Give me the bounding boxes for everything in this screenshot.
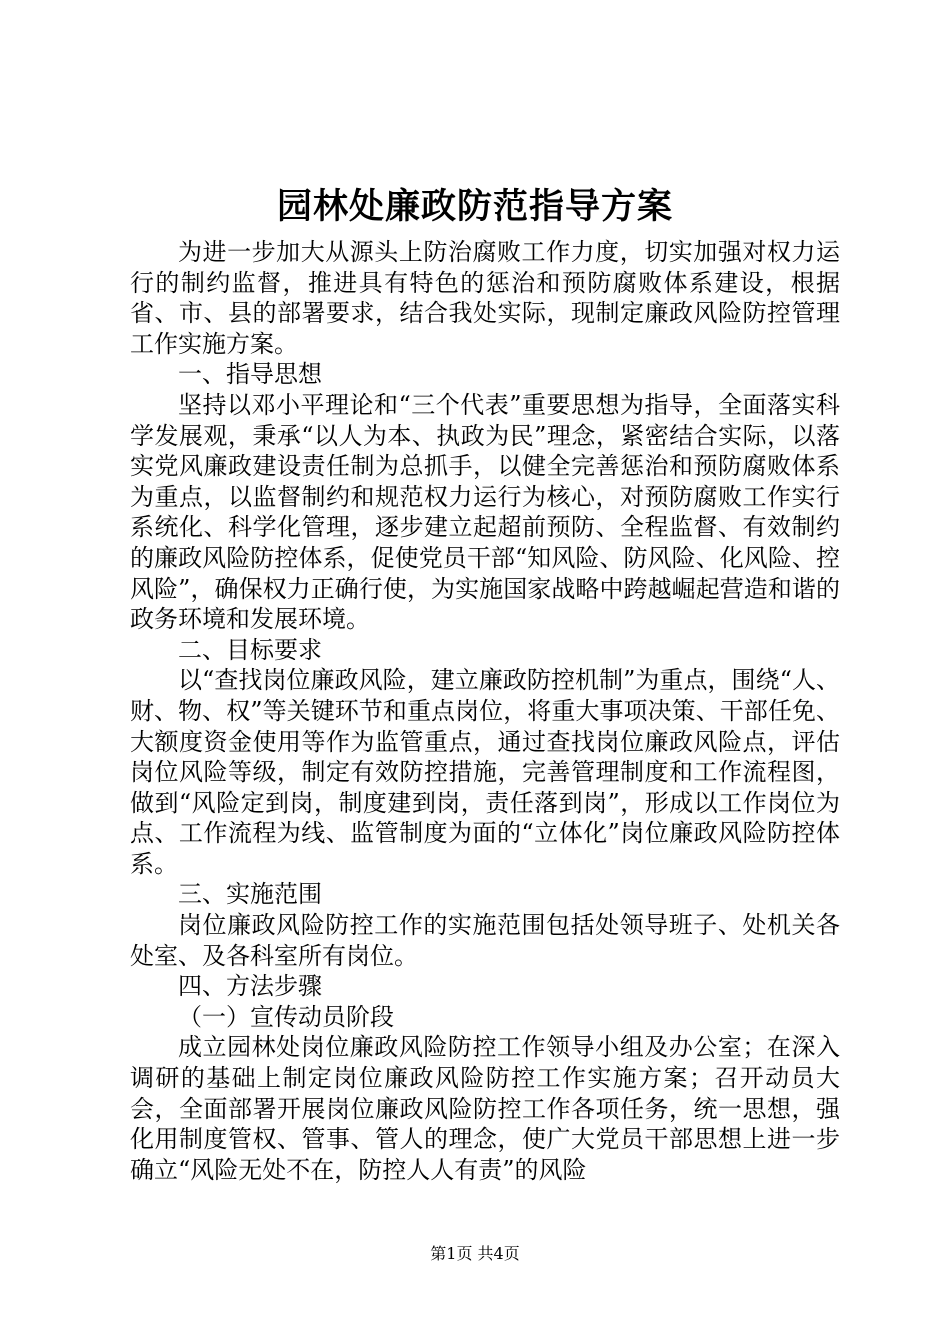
heading-goals: 二、目标要求 bbox=[178, 635, 322, 664]
heading-scope: 三、实施范围 bbox=[178, 880, 322, 909]
paragraph-mobilization: 成立园林处岗位廉政风险防控工作领导小组及办公室；在深入调研的基础上制定岗位廉政风险防控工作实施方案；召开动员大会，全面部署开展岗位廉政风险防控工作各项任务，统一思想，强化用制度管权、管事、管人的理念，使广大党员干部思想上进一步确立“风险无处不在，防控人人有责”的风险 bbox=[130, 1033, 840, 1184]
heading-guiding-ideology: 一、指导思想 bbox=[178, 360, 322, 389]
document-title: 园林处廉政防范指导方案 bbox=[276, 186, 673, 227]
document-body bbox=[130, 237, 840, 1185]
paragraph-intro: 为进一步加大从源头上防治腐败工作力度，切实加强对权力运行的制约监督，推进具有特色的惩治和预防腐败体系建设，根据省、市、县的部署要求，结合我处实际，现制定廉政风险防控管理工作实施方案。 bbox=[130, 238, 840, 358]
paragraph-goals: 以“查找岗位廉政风险，建立廉政防控机制”为重点，围绕“人、财、物、权”等关键环节和重点岗位，将重大事项决策、干部任免、大额度资金使用等作为监管重点，通过查找岗位廉政风险点，评估岗位风险等级，制定有效防控措施，完善管理制度和工作流程图，做到“风险定到岗，制度建到岗，责任落到岗”，形成以工作岗位为点、工作流程为线、监管制度为面的“立体化”岗位廉政风险防控体系。 bbox=[130, 666, 840, 878]
paragraph-scope: 岗位廉政风险防控工作的实施范围包括处领导班子、处机关各处室、及各科室所有岗位。 bbox=[130, 911, 840, 970]
subheading-mobilization: （一）宣传动员阶段 bbox=[178, 1002, 394, 1031]
heading-steps: 四、方法步骤 bbox=[178, 972, 322, 1001]
page-footer: 第1页 共4页 bbox=[430, 1244, 520, 1263]
paragraph-guiding-ideology: 坚持以邓小平理论和“三个代表”重要思想为指导，全面落实科学发展观，秉承“以人为本、执政为民”理念，紧密结合实际，以落实党风廉政建设责任制为总抓手，以健全完善惩治和预防腐败体系为重点，以监督制约和规范权力运行为核心，对预防腐败工作实行系统化、科学化管理，逐步建立起超前预防、全程监督、有效制约的廉政风险防控体系，促使党员干部“知风险、防风险、化风险、控风险”，确保权力正确行使，为实施国家战略中跨越崛起营造和谐的政务环境和发展环境。 bbox=[130, 390, 840, 634]
